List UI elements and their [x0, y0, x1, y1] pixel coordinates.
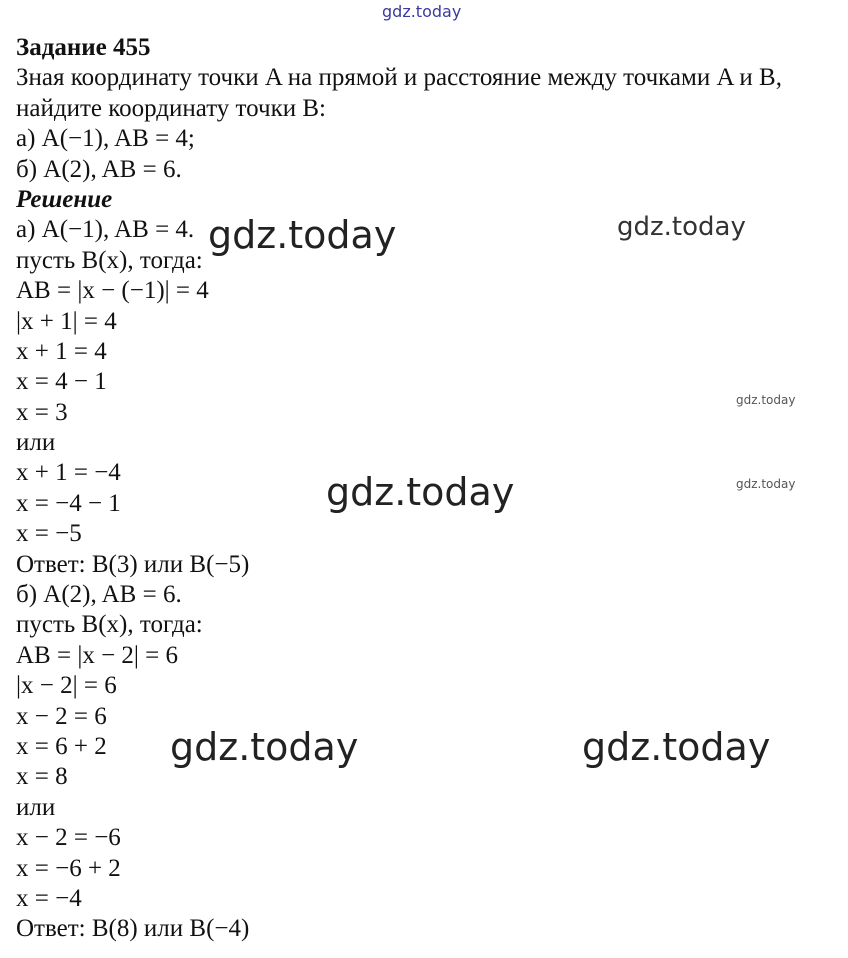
- watermark-top: gdz.today: [382, 2, 462, 21]
- solution-line: x + 1 = −4: [16, 459, 121, 487]
- solution-line: x = 6 + 2: [16, 732, 107, 760]
- task-title: Задание 455: [16, 34, 151, 61]
- watermark: gdz.today: [736, 393, 796, 407]
- watermark: gdz.today: [170, 725, 359, 769]
- statement-line: Зная координату точки A на прямой и расстояние между точками A и B,: [16, 64, 782, 92]
- watermark: gdz.today: [736, 477, 796, 491]
- solution-line: x = 8: [16, 763, 68, 791]
- solution-line: x = −4: [16, 884, 82, 912]
- watermark: gdz.today: [208, 213, 397, 257]
- solution-line: x = 3: [16, 398, 68, 426]
- solution-line: AB = |x − 2| = 6: [16, 641, 179, 669]
- solution-line: AB = |x − (−1)| = 4: [16, 277, 209, 305]
- statement-line: а) A(−1), AB = 4;: [16, 125, 195, 153]
- watermark: gdz.today: [582, 725, 771, 769]
- solution-line: или: [16, 793, 56, 821]
- solution-line: x = −6 + 2: [16, 854, 121, 882]
- solution-part-a: [16, 212, 848, 580]
- solution-line: x = −4 − 1: [16, 489, 121, 517]
- solution-line: x − 2 = −6: [16, 824, 121, 852]
- task-page: [16, 33, 848, 945]
- solution-line: x = 4 − 1: [16, 368, 107, 396]
- solution-line: б) A(2), AB = 6.: [16, 581, 182, 609]
- watermark: gdz.today: [617, 212, 746, 242]
- solution-line: x = −5: [16, 520, 82, 548]
- solution-label: Решение: [16, 185, 113, 213]
- solution-line: x + 1 = 4: [16, 337, 107, 365]
- task-statement: [16, 63, 848, 185]
- solution-line: а) A(−1), AB = 4.: [16, 216, 195, 244]
- answer-line: Ответ: B(3) или B(−5): [16, 550, 250, 578]
- statement-line: найдите координату точки B:: [16, 94, 326, 122]
- solution-line: |x + 1| = 4: [16, 307, 117, 335]
- solution-line: x − 2 = 6: [16, 702, 107, 730]
- solution-part-b: [16, 580, 848, 945]
- solution-line: |x − 2| = 6: [16, 672, 117, 700]
- statement-line: б) A(2), AB = 6.: [16, 155, 182, 183]
- answer-line: Ответ: B(8) или B(−4): [16, 915, 250, 943]
- solution-line: или: [16, 429, 56, 457]
- solution-line: пусть B(x), тогда:: [16, 611, 203, 639]
- watermark: gdz.today: [326, 470, 515, 514]
- solution-line: пусть B(x), тогда:: [16, 246, 203, 274]
